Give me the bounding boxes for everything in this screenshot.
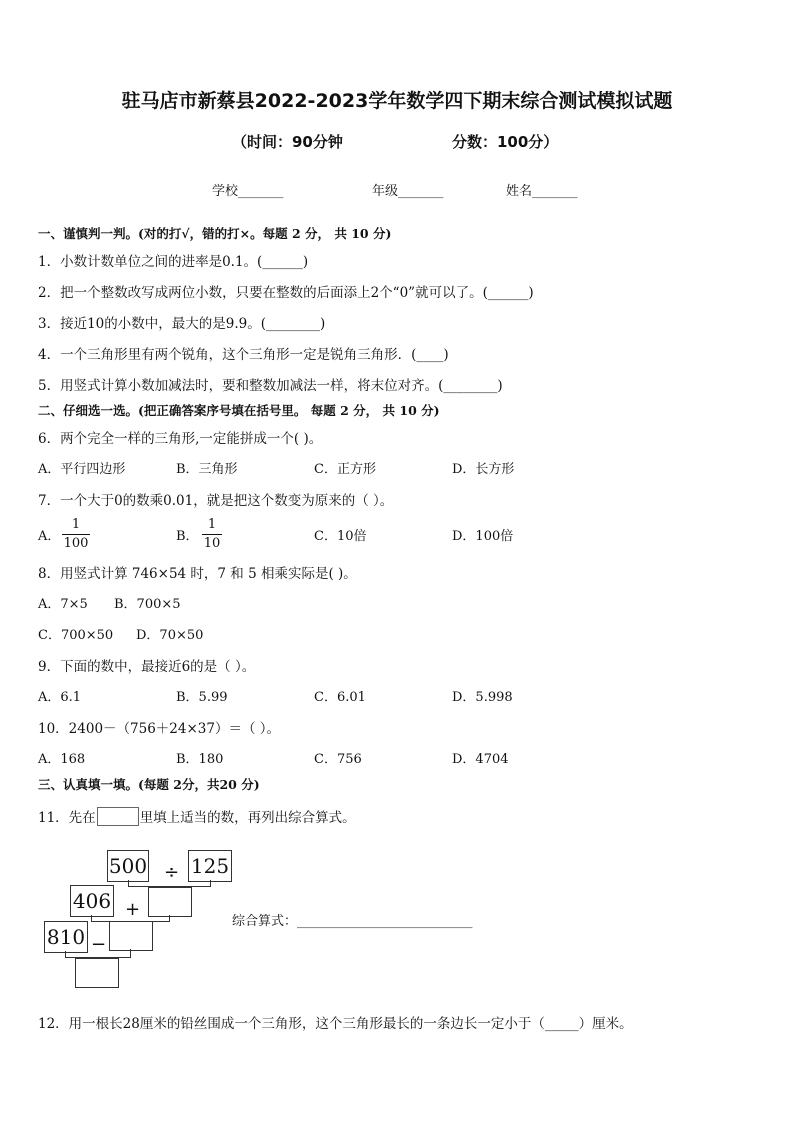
q6-option-b: B．三角形	[176, 462, 238, 477]
q10-option-c: C．756	[314, 752, 362, 767]
fraction-denominator: 100	[63, 536, 89, 551]
blank-answer-box[interactable]	[109, 921, 153, 951]
fraction-numerator: 1	[71, 517, 81, 532]
question-6: 6．两个完全一样的三角形,一定能拼成一个( )。	[38, 431, 323, 447]
question-10: 10．2400－（756＋24×37）＝（ ）。	[38, 721, 281, 737]
q10-option-d: D．4704	[452, 752, 509, 767]
fraction-denominator: 10	[203, 536, 221, 551]
question-2: 2．把一个整数改写成两位小数，只要在整数的后面添上2个“0”就可以了。(______)	[38, 285, 534, 301]
question-12: 12．用一根长28厘米的铅丝围成一个三角形，这个三角形最长的一条边长一定小于（_____）厘米。	[38, 1016, 633, 1032]
q7-option-b-fraction	[202, 516, 222, 553]
question-7: 7．一个大于0的数乘0.01，就是把这个数变为原来的（ ）。	[38, 493, 394, 509]
q8-option-b: B．700×5	[114, 597, 181, 612]
school-field: 学校_______	[212, 184, 284, 199]
q11-text-before: 11．先在	[38, 810, 96, 826]
score-label: 分数：100分）	[452, 133, 559, 151]
q6-option-d: D．长方形	[452, 462, 515, 477]
question-3: 3．接近10的小数中，最大的是9.9。(________)	[38, 316, 326, 332]
grade-field: 年级_______	[372, 184, 444, 199]
question-11	[38, 806, 356, 826]
section-1-heading: 一、谨慎判一判。(对的打√，错的打×。每题 2 分， 共 10 分)	[38, 226, 392, 241]
time-label: （时间：90分钟	[232, 133, 343, 151]
box-500: 500	[107, 850, 149, 882]
q8-option-a: A．7×5	[38, 597, 88, 612]
section-2-heading: 二、仔细选一选。(把正确答案序号填在括号里。 每题 2 分， 共 10 分)	[38, 403, 440, 418]
q7-option-c: C．10倍	[314, 529, 367, 544]
q8-option-c: C．700×50	[38, 628, 114, 643]
blank-answer-box[interactable]	[75, 958, 119, 988]
question-4: 4．一个三角形里有两个锐角，这个三角形一定是锐角三角形．(____)	[38, 347, 449, 363]
question-8: 8．用竖式计算 746×54 时，7 和 5 相乘实际是( )。	[38, 566, 357, 582]
question-9: 9．下面的数中，最接近6的是（ ）。	[38, 659, 256, 675]
blank-box-icon	[97, 807, 139, 826]
connector-line	[130, 949, 131, 957]
q9-option-a: A．6.1	[38, 690, 82, 705]
fraction-numerator: 1	[207, 517, 217, 532]
page-title: 驻马店市新蔡县2022-2023学年数学四下期末综合测试模拟试题	[121, 90, 673, 112]
q7-option-d: D．100倍	[452, 529, 514, 544]
q9-option-c: C．6.01	[314, 690, 366, 705]
q6-option-a: A．平行四边形	[38, 462, 126, 477]
divide-symbol: ÷	[164, 862, 180, 883]
plus-symbol: +	[125, 899, 141, 920]
blank-answer-box[interactable]	[148, 887, 192, 917]
q7-option-a-fraction	[62, 516, 90, 553]
q11-text-after: 里填上适当的数，再列出综合算式。	[139, 810, 356, 826]
minus-symbol: −	[91, 934, 107, 955]
q11-formula-line[interactable]: 综合算式：___________________________	[232, 914, 473, 929]
q7-option-a-label: A．	[38, 529, 61, 544]
question-5: 5．用竖式计算小数加减法时，要和整数加减法一样，将末位对齐。(________)	[38, 378, 503, 394]
section-3-heading: 三、认真填一填。(每题 2分，共20 分)	[38, 777, 260, 792]
name-field: 姓名_______	[506, 184, 578, 199]
q8-option-d: D．70×50	[136, 628, 204, 643]
question-1: 1．小数计数单位之间的进率是0.1。(______)	[38, 254, 309, 270]
q6-option-c: C．正方形	[314, 462, 376, 477]
q9-option-b: B．5.99	[176, 690, 228, 705]
q7-option-b-label: B．	[176, 529, 199, 544]
q9-option-d: D．5.998	[452, 690, 513, 705]
box-125: 125	[188, 850, 232, 882]
q10-option-b: B．180	[176, 752, 224, 767]
q10-option-a: A．168	[38, 752, 86, 767]
box-406: 406	[70, 885, 114, 917]
box-810: 810	[44, 921, 88, 953]
